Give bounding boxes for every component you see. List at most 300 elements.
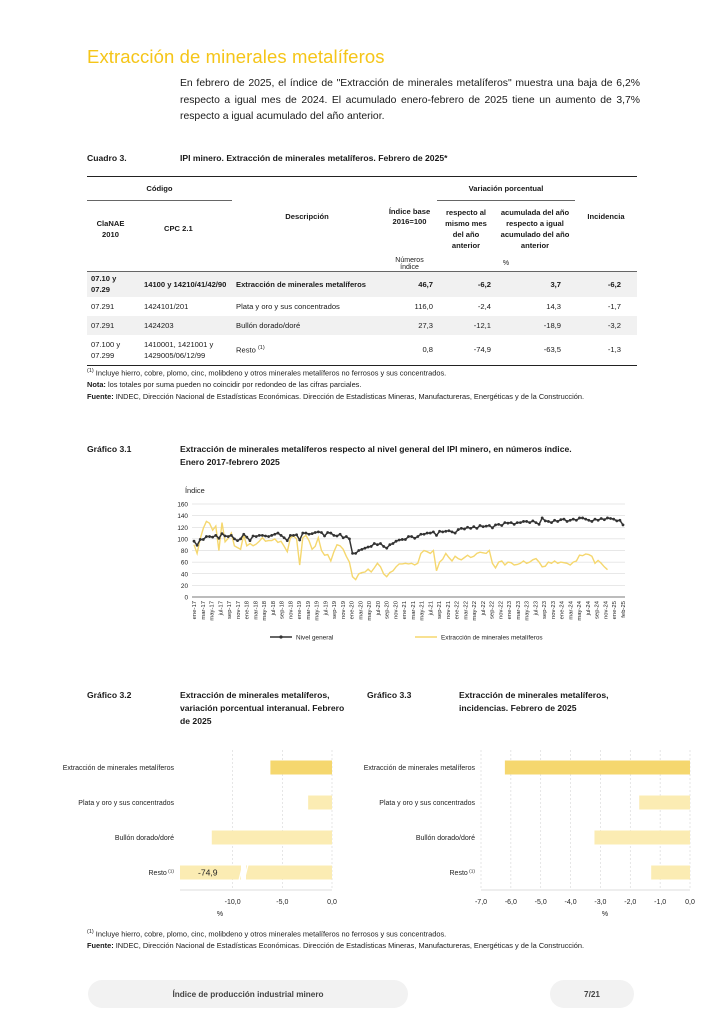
data-point — [236, 539, 239, 542]
data-point — [289, 534, 292, 537]
data-point — [578, 517, 581, 520]
data-point — [441, 531, 444, 534]
data-point — [528, 521, 531, 524]
footnote-marker: (1) — [166, 869, 174, 875]
x-tick-label: ene-23 — [507, 601, 514, 620]
data-point — [388, 543, 391, 546]
data-point — [475, 527, 478, 530]
x-tick-label: ene-18 — [244, 601, 251, 620]
data-point — [451, 531, 454, 534]
source-label: Fuente: — [87, 391, 114, 401]
data-point — [507, 522, 510, 525]
data-point — [581, 517, 584, 520]
bar — [270, 761, 332, 775]
bar — [594, 831, 690, 845]
legend-label: Nivel general — [296, 634, 334, 642]
x-tick-label: may-21 — [419, 601, 426, 621]
x-tick-label: sep-23 — [542, 601, 549, 620]
data-point — [202, 538, 205, 541]
x-tick-label: sep-17 — [227, 601, 234, 620]
category-label: Extracción de minerales metalíferos — [363, 765, 475, 772]
data-point — [429, 532, 432, 535]
chart-3-label: Gráfico 3.3 — [367, 690, 412, 700]
x-tick-label: jul-20 — [375, 601, 382, 616]
x-tick-label: sep-22 — [489, 601, 496, 620]
data-point — [295, 533, 298, 536]
data-point — [525, 520, 528, 523]
y-tick-label: 100 — [177, 536, 188, 544]
data-point — [457, 528, 460, 531]
header-respecto: respecto al mismo mes del año anterior — [445, 207, 487, 250]
x-tick-label: jul-24 — [585, 601, 592, 616]
data-point — [345, 535, 348, 538]
x-tick-label: ene-22 — [454, 601, 461, 620]
data-point — [603, 518, 606, 521]
x-tick-label: may-22 — [472, 601, 479, 621]
cell-incid: -6,2 — [575, 271, 637, 297]
table-caption: IPI minero. Extracción de minerales metalíferos. Febrero de 2025* — [180, 153, 448, 163]
table-label: Cuadro 3. — [87, 153, 127, 163]
data-point — [566, 520, 569, 523]
cell-indice: 116,0 — [414, 302, 433, 311]
category-label: Extracción de minerales metalíferos — [62, 765, 174, 772]
data-point — [584, 518, 587, 521]
cell-clanae: 07.100 y 07.299 — [91, 339, 121, 360]
data-point — [513, 523, 516, 526]
data-point — [199, 538, 202, 541]
header-incidencia: Incidencia — [587, 212, 625, 222]
table-source — [87, 391, 584, 403]
table-row — [87, 271, 637, 297]
data-point — [239, 537, 242, 540]
footer-title: Índice de producción industrial minero — [88, 980, 408, 1008]
bar-chart-variacion — [20, 742, 350, 922]
x-tick-label: mar-18 — [253, 601, 260, 620]
data-point — [373, 542, 376, 545]
data-point — [336, 535, 339, 538]
data-point — [354, 552, 357, 555]
data-point — [510, 521, 513, 524]
unit-pct: % — [502, 260, 510, 267]
data-point — [233, 537, 236, 540]
cell-indice: 0,8 — [422, 345, 433, 355]
y-tick-label: 120 — [177, 524, 188, 532]
data-point — [572, 518, 575, 521]
data-point — [348, 537, 351, 540]
data-point — [435, 534, 438, 537]
x-tick-label: nov-18 — [288, 601, 295, 620]
data-point — [326, 531, 329, 534]
y-tick-label: 140 — [177, 513, 188, 521]
note-text: los totales por suma pueden no coincidir por redondeo de las cifras parciales. — [107, 380, 362, 390]
data-point — [563, 518, 566, 521]
header-descripcion: Descripción — [285, 212, 329, 222]
x-tick-label: mar-23 — [515, 601, 522, 620]
category-label: Bullón dorado/doré — [415, 835, 475, 842]
axis-break-gap — [241, 864, 246, 882]
data-point — [376, 543, 379, 546]
bar — [505, 761, 690, 775]
x-tick-label: may-18 — [262, 601, 269, 621]
cell-acum: -18,9 — [495, 316, 575, 335]
unit-indice: Números índice — [395, 256, 424, 271]
x-tick-label: may-24 — [577, 601, 584, 621]
x-tick-label: ene-17 — [192, 601, 198, 620]
data-point — [522, 520, 525, 523]
data-point — [404, 538, 407, 541]
x-axis-unit: % — [601, 911, 609, 918]
data-point — [500, 524, 503, 527]
data-point — [463, 528, 466, 531]
y-tick-label: 20 — [180, 582, 188, 590]
data-point — [531, 519, 534, 522]
table-footnote — [87, 366, 584, 379]
data-point — [227, 535, 230, 538]
data-point — [286, 539, 289, 542]
data-point — [448, 529, 451, 532]
data-point — [255, 535, 258, 538]
data-point — [395, 540, 398, 543]
y-tick-label: 60 — [180, 559, 188, 567]
data-point — [438, 530, 441, 533]
data-point — [569, 519, 572, 522]
footnote-marker: (1) — [257, 344, 265, 351]
data-point — [538, 523, 541, 526]
data-point — [594, 518, 597, 521]
data-point — [364, 547, 367, 550]
x-tick-label: sep-24 — [594, 601, 601, 620]
data-point — [382, 545, 385, 548]
data-point — [305, 532, 308, 535]
y-tick-label: 160 — [177, 501, 188, 509]
data-point — [401, 538, 404, 541]
cell-resp: -12,1 — [437, 316, 495, 335]
data-point — [357, 549, 360, 552]
data-point — [339, 533, 342, 536]
cell-desc-text: Resto — [236, 345, 256, 355]
cell-acum: 3,7 — [495, 271, 575, 297]
data-point — [205, 535, 208, 538]
x-tick-label: mar-19 — [305, 601, 312, 620]
footnote-text: Incluye hierro, cobre, plomo, cinc, molibdeno y otros minerales metalíferos no ferrosos y sus concentrados. — [95, 368, 447, 378]
header-variacion: Variación porcentual — [437, 177, 575, 201]
x-tick-label: -1,0 — [654, 899, 667, 906]
x-tick-label: jul-23 — [533, 601, 540, 616]
data-point — [224, 535, 227, 538]
data-point — [547, 520, 550, 523]
data-point — [211, 536, 214, 539]
data-point — [488, 524, 491, 527]
header-acumulada: acumulada del año respecto a igual acumulado del año anterior — [500, 207, 570, 250]
data-point — [413, 537, 416, 540]
data-point — [609, 517, 612, 520]
table-row — [87, 297, 637, 316]
data-point — [261, 534, 264, 537]
data-point — [460, 527, 463, 530]
cell-cpc: 1424101/201 — [144, 302, 189, 311]
x-tick-label: nov-23 — [550, 601, 557, 620]
cell-cpc: 1424203 — [134, 316, 232, 335]
data-point — [245, 536, 248, 539]
x-tick-label: nov-20 — [393, 601, 400, 620]
table-notes — [87, 366, 584, 403]
bar — [212, 831, 332, 845]
category-label: Plata y oro y sus concentrados — [78, 800, 174, 807]
data-point — [444, 530, 447, 533]
x-tick-label: mar-21 — [410, 601, 417, 620]
chart-1-subtitle: Enero 2017-febrero 2025 — [180, 457, 280, 467]
x-tick-label: jul-22 — [480, 601, 487, 616]
cell-clanae: 07.291 — [91, 302, 115, 311]
x-tick-label: ene-20 — [349, 601, 356, 620]
data-point — [516, 521, 519, 524]
data-point — [242, 533, 245, 536]
cell-desc: Extracción de minerales metalíferos — [232, 271, 382, 297]
x-tick-label: sep-18 — [279, 601, 286, 620]
data-point — [556, 520, 559, 523]
cell-clanae: 07.10 y 07.29 — [87, 271, 134, 297]
data-point — [597, 519, 600, 522]
data-point — [454, 532, 457, 535]
data-point — [423, 533, 426, 536]
data-point — [317, 531, 320, 534]
x-axis-unit: % — [216, 911, 224, 918]
footnote-marker: (1) — [467, 869, 475, 875]
data-point — [398, 539, 401, 542]
x-tick-label: may-17 — [209, 601, 216, 621]
data-point — [420, 533, 423, 536]
x-tick-label: nov-21 — [445, 601, 452, 620]
header-codigo: Código — [87, 177, 232, 201]
x-tick-label: mar-22 — [463, 601, 470, 620]
footnote-text: Incluye hierro, cobre, plomo, cinc, molibdeno y otros minerales metalíferos no ferrosos y sus concentrados. — [95, 929, 447, 939]
data-point — [351, 552, 354, 555]
chart-3-title: Extracción de minerales metalíferos, incidencias. Febrero de 2025 — [459, 690, 609, 713]
chart-2-label: Gráfico 3.2 — [87, 690, 132, 700]
cell-incid: -1,3 — [607, 345, 621, 355]
data-point — [432, 531, 435, 534]
data-point — [214, 534, 217, 537]
data-point — [252, 535, 255, 538]
data-point — [466, 526, 469, 529]
data-point — [308, 533, 311, 536]
chart-2-title: Extracción de minerales metalíferos, variación porcentual interanual. Febrero de 2025 — [180, 690, 345, 726]
data-point — [329, 532, 332, 535]
data-point — [469, 527, 472, 530]
bar — [308, 796, 332, 810]
data-point — [553, 519, 556, 522]
source-text: INDEC, Dirección Nacional de Estadísticas Económicas. Dirección de Estadísticas Mineras, Manufactureras, Energéticas y de la Construcción. — [115, 941, 585, 951]
x-tick-label: nov-17 — [235, 601, 242, 620]
data-point — [323, 535, 326, 538]
data-point — [612, 518, 615, 521]
x-tick-label: -3,0 — [594, 899, 607, 906]
x-tick-label: nov-19 — [340, 601, 347, 620]
data-point — [535, 521, 538, 524]
x-tick-label: nov-22 — [498, 601, 505, 620]
data-point — [519, 521, 522, 524]
data-point — [618, 519, 621, 522]
data-point — [392, 542, 395, 545]
x-tick-label: sep-20 — [384, 601, 391, 620]
data-point — [342, 536, 345, 539]
x-tick-label: may-20 — [367, 601, 374, 621]
page-title: Extracción de minerales metalíferos — [87, 46, 385, 67]
data-point — [320, 531, 323, 534]
data-point — [416, 535, 419, 538]
cell-desc: Bullón dorado/doré — [232, 316, 382, 335]
x-tick-label: -2,0 — [624, 899, 637, 906]
data-point — [249, 539, 252, 542]
data-point — [221, 532, 224, 535]
data-point — [379, 542, 382, 545]
bottom-source — [87, 940, 584, 952]
cell-indice: 27,3 — [382, 316, 437, 335]
cell-resp: -74,9 — [473, 345, 491, 355]
data-point — [491, 526, 494, 529]
data-point — [370, 545, 373, 548]
data-point — [575, 519, 578, 522]
data-point — [283, 536, 286, 539]
data-point — [606, 517, 609, 520]
data-point — [273, 533, 276, 536]
line-chart — [170, 482, 640, 648]
category-label: Plata y oro y sus concentrados — [379, 800, 475, 807]
data-point — [367, 546, 370, 549]
source-text: INDEC, Dirección Nacional de Estadísticas Económicas. Dirección de Estadísticas Mineras, Manufactureras, Energéticas y de la Construcción. — [115, 391, 585, 401]
x-tick-label: -7,0 — [474, 899, 488, 906]
cell-incid: -1,7 — [607, 302, 621, 311]
x-tick-label: ene-24 — [559, 601, 566, 620]
data-point — [550, 521, 553, 524]
table-note — [87, 379, 584, 391]
header-clanae: ClaNAE 2010 — [96, 218, 125, 239]
cell-resp: -2,4 — [477, 302, 491, 311]
data-point — [622, 524, 625, 527]
x-tick-label: jul-17 — [218, 601, 225, 616]
data-point — [301, 532, 304, 535]
x-tick-label: feb-25 — [621, 601, 627, 618]
data-point — [559, 518, 562, 521]
x-tick-label: nov-24 — [603, 601, 610, 620]
category-label: Resto $^{(1)}$ — [148, 869, 174, 877]
data-point — [230, 534, 233, 537]
data-point — [311, 532, 314, 535]
data-point — [600, 517, 603, 520]
y-tick-label: 0 — [184, 594, 188, 602]
cell-acum: -63,5 — [543, 345, 561, 355]
data-label: -74,9 — [198, 867, 218, 878]
cell-incid: -3,2 — [575, 316, 637, 335]
x-tick-label: mar-20 — [358, 601, 365, 620]
cell-desc: Plata y oro y sus concentrados — [236, 302, 340, 311]
x-tick-label: sep-19 — [332, 601, 339, 620]
category-label: Bullón dorado/doré — [114, 835, 174, 842]
data-point — [479, 524, 482, 527]
data-point — [494, 524, 497, 527]
data-point — [298, 539, 301, 542]
data-point — [591, 520, 594, 523]
data-point — [267, 535, 270, 538]
data-point — [497, 523, 500, 526]
data-point — [332, 534, 335, 537]
data-point — [217, 537, 220, 540]
data-point — [472, 525, 475, 528]
bar — [639, 796, 690, 810]
x-tick-label: sep-21 — [437, 601, 444, 620]
cell-cpc: 14100 y 14210/41/42/90 — [134, 271, 232, 297]
y-tick-label: 80 — [180, 548, 188, 555]
data-point — [587, 519, 590, 522]
x-tick-label: -5,0 — [276, 899, 289, 906]
cell-cpc: 1410001, 1421001 y 1429005/06/12/99 — [144, 339, 214, 360]
data-point — [280, 534, 283, 537]
data-point — [407, 535, 410, 538]
bottom-footnote — [87, 927, 584, 940]
data-point — [615, 519, 618, 522]
intro-paragraph: En febrero de 2025, el índice de "Extracción de minerales metalíferos" muestra una baja de 6,2% respecto a igual mes de 2024. El acumulado enero-febrero de 2025 tiene un aumento de 3,7% respecto a igual acumulado del año anterior. — [180, 78, 640, 122]
bottom-notes — [87, 927, 584, 952]
x-tick-label: ene-19 — [297, 601, 304, 620]
legend-label: Extracción de minerales metalíferos — [441, 634, 543, 642]
cell-acum: 14,3 — [546, 302, 561, 311]
data-point — [385, 547, 388, 550]
data-point — [485, 525, 488, 528]
table-row — [87, 335, 637, 365]
x-tick-label: ene-21 — [402, 601, 409, 620]
chart-1-title — [180, 443, 620, 469]
data-point — [544, 519, 547, 522]
data-point — [270, 534, 273, 537]
bar-chart-incidencias — [350, 742, 700, 922]
x-tick-label: may-19 — [314, 601, 321, 621]
data-point — [193, 540, 196, 543]
source-label: Fuente: — [87, 941, 114, 951]
data-point — [292, 534, 295, 537]
x-tick-label: mar-24 — [568, 601, 575, 620]
data-point — [264, 535, 267, 538]
chart-1-label: Gráfico 3.1 — [87, 444, 132, 454]
x-tick-label: -10,0 — [224, 899, 241, 906]
y-tick-label: 40 — [180, 571, 188, 579]
data-point — [208, 535, 211, 538]
x-tick-label: 0,0 — [327, 899, 337, 906]
x-tick-label: mar-17 — [200, 601, 207, 620]
cell-indice: 46,7 — [382, 271, 437, 297]
x-tick-label: jul-19 — [323, 601, 330, 616]
page-number: 7/21 — [550, 980, 634, 1008]
data-point — [410, 535, 413, 538]
x-tick-label: -5,0 — [534, 899, 547, 906]
header-indice: Índice base 2016=100 — [388, 206, 431, 226]
data-point — [258, 534, 261, 537]
x-tick-label: may-23 — [524, 601, 531, 621]
data-point — [482, 525, 485, 528]
bar — [651, 866, 690, 880]
category-label: Resto $^{(1)}$ — [449, 869, 475, 877]
cell-clanae: 07.291 — [87, 316, 134, 335]
cell-resp: -6,2 — [437, 271, 495, 297]
cell-desc — [232, 335, 382, 365]
footnote-marker: (1) — [87, 368, 94, 374]
data-point — [541, 517, 544, 520]
data-point — [503, 521, 506, 524]
legend-marker — [279, 635, 282, 638]
data-table — [87, 176, 637, 366]
header-cpc: CPC 2.1 — [164, 224, 193, 234]
chart-1-title-text: Extracción de minerales metalíferos respecto al nivel general del IPI minero, en números índice. — [180, 444, 572, 454]
data-point — [314, 531, 317, 534]
